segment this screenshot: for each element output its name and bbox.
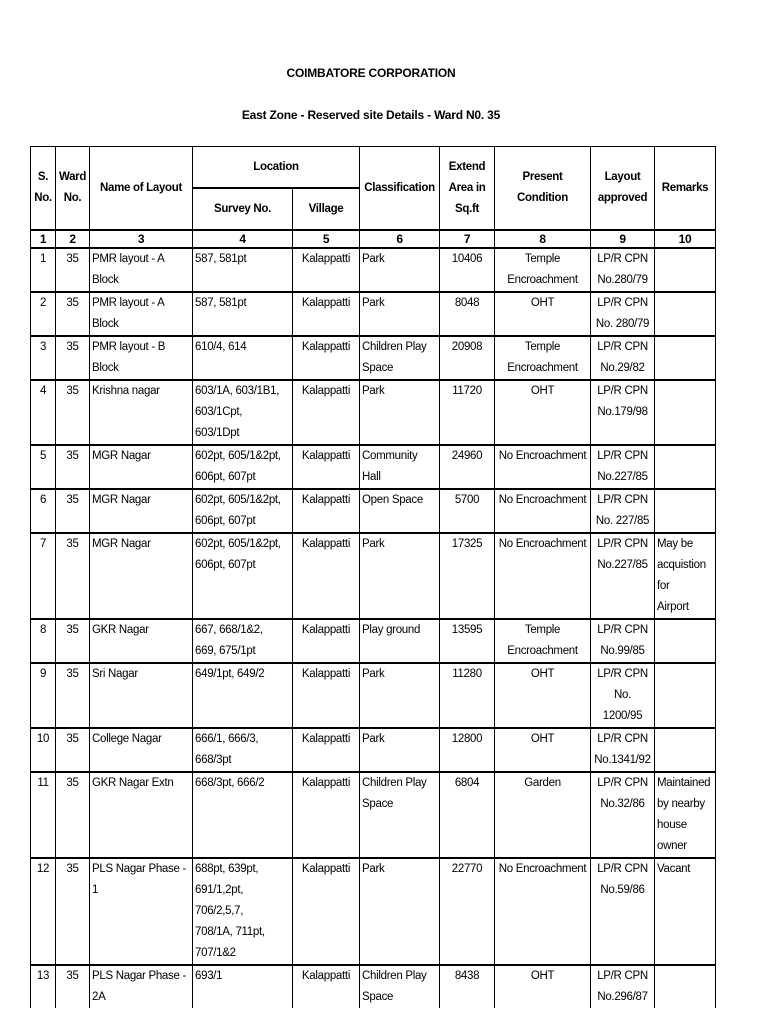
cell-survey-no	[193, 663, 293, 728]
cell-classification	[360, 489, 440, 533]
cell-line: No Encroachment	[498, 863, 587, 875]
cell-extend-area: 22770	[440, 858, 495, 965]
cell-line: 602pt, 605/1&2pt,	[195, 494, 281, 506]
cell-line: 666/1, 666/3,	[195, 733, 259, 745]
cell-ward: 35	[56, 533, 90, 619]
cell-extend-area: 20908	[440, 336, 495, 380]
cell-classification	[360, 336, 440, 380]
cell-classification	[360, 965, 440, 1008]
cell-ward: 35	[56, 380, 90, 445]
cell-extend-area: 12800	[440, 728, 495, 772]
table-row	[31, 445, 716, 489]
column-number: 3	[90, 230, 193, 248]
cell-survey-no	[193, 336, 293, 380]
cell-sno: 3	[31, 336, 56, 380]
cell-present-condition	[495, 489, 591, 533]
cell-line: 688pt, 639pt,	[195, 863, 259, 875]
cell-line: No.179/98	[597, 406, 648, 418]
cell-layout-name: PMR layout - A Block	[90, 292, 193, 336]
cell-village: Kalappatti	[293, 728, 360, 772]
cell-survey-no	[193, 619, 293, 663]
cell-village: Kalappatti	[293, 380, 360, 445]
cell-line: Temple	[524, 341, 561, 353]
cell-line: Park	[362, 253, 385, 265]
cell-classification	[360, 663, 440, 728]
cell-layout-name: PLS Nagar Phase - 2A	[90, 965, 193, 1008]
table-row	[31, 663, 716, 728]
cell-present-condition	[495, 663, 591, 728]
table-row	[31, 533, 716, 619]
cell-sno: 12	[31, 858, 56, 965]
column-number: 6	[360, 230, 440, 248]
cell-remarks	[655, 619, 716, 663]
cell-layout-name: MGR Nagar	[90, 533, 193, 619]
cell-line: No.59/86	[600, 884, 645, 896]
cell-line: Park	[362, 668, 385, 680]
cell-present-condition	[495, 380, 591, 445]
cell-village: Kalappatti	[293, 663, 360, 728]
cell-line: Maintained	[657, 777, 711, 789]
header-survey-no: Survey No.	[193, 188, 293, 230]
cell-survey-no	[193, 728, 293, 772]
cell-layout-name: MGR Nagar	[90, 445, 193, 489]
cell-ward: 35	[56, 772, 90, 858]
cell-sno: 10	[31, 728, 56, 772]
cell-layout-name: PMR layout - A Block	[90, 248, 193, 292]
header-location: Location	[193, 147, 360, 189]
cell-remarks	[655, 663, 716, 728]
cell-survey-no	[193, 489, 293, 533]
cell-line: Temple	[524, 624, 561, 636]
cell-sno: 4	[31, 380, 56, 445]
cell-line: 603/1Dpt	[195, 427, 240, 439]
cell-classification	[360, 292, 440, 336]
cell-line: No.227/85	[597, 471, 648, 483]
cell-line: LP/R CPN	[597, 970, 648, 982]
cell-layout-name: PMR layout - B Block	[90, 336, 193, 380]
table-row	[31, 380, 716, 445]
cell-line: Community Hall	[362, 450, 418, 483]
column-number: 10	[655, 230, 716, 248]
cell-sno: 6	[31, 489, 56, 533]
cell-remarks	[655, 292, 716, 336]
table-row	[31, 336, 716, 380]
cell-line: Children Play	[362, 341, 427, 353]
cell-line: LP/R CPN	[597, 341, 648, 353]
cell-line: No. 280/79	[595, 318, 650, 330]
cell-layout-approved	[591, 533, 655, 619]
cell-classification	[360, 858, 440, 965]
cell-extend-area: 13595	[440, 619, 495, 663]
cell-extend-area: 11720	[440, 380, 495, 445]
cell-line: Airport	[657, 601, 689, 613]
cell-village: Kalappatti	[293, 619, 360, 663]
cell-line: Garden	[524, 777, 561, 789]
cell-line: Encroachment	[507, 645, 578, 657]
column-number: 2	[56, 230, 90, 248]
cell-line: 667, 668/1&2,	[195, 624, 263, 636]
column-number: 1	[31, 230, 56, 248]
cell-remarks	[655, 533, 716, 619]
cell-ward: 35	[56, 619, 90, 663]
header-remarks: Remarks	[655, 147, 716, 231]
table-row	[31, 292, 716, 336]
cell-village: Kalappatti	[293, 445, 360, 489]
cell-remarks	[655, 728, 716, 772]
cell-village: Kalappatti	[293, 248, 360, 292]
header-layout-approved: Layout approved	[591, 147, 655, 231]
header-sno: S. No.	[31, 147, 56, 231]
cell-line: 606pt, 607pt	[195, 515, 256, 527]
header-layout-name: Name of Layout	[90, 147, 193, 231]
cell-layout-name: GKR Nagar	[90, 619, 193, 663]
cell-line: 669, 675/1pt	[195, 645, 256, 657]
table-body	[31, 248, 716, 1008]
cell-layout-approved	[591, 858, 655, 965]
column-number-row	[31, 230, 716, 248]
cell-line: LP/R CPN	[597, 494, 648, 506]
cell-layout-approved	[591, 380, 655, 445]
cell-layout-approved	[591, 248, 655, 292]
cell-line: No.227/85	[597, 559, 648, 571]
cell-village: Kalappatti	[293, 292, 360, 336]
cell-layout-approved	[591, 292, 655, 336]
cell-line: May be	[657, 538, 693, 550]
cell-remarks	[655, 772, 716, 858]
cell-remarks	[655, 445, 716, 489]
cell-line: No Encroachment	[498, 450, 587, 462]
header-ward: Ward No.	[56, 147, 90, 231]
cell-line: No.1341/92	[594, 754, 651, 766]
cell-sno: 9	[31, 663, 56, 728]
cell-line: No.296/87	[597, 991, 648, 1003]
cell-layout-approved	[591, 728, 655, 772]
column-number: 8	[495, 230, 591, 248]
cell-line: 668/3pt	[195, 754, 232, 766]
cell-ward: 35	[56, 445, 90, 489]
cell-village: Kalappatti	[293, 489, 360, 533]
cell-sno: 13	[31, 965, 56, 1008]
cell-line: 691/1,2pt,	[195, 884, 244, 896]
cell-ward: 35	[56, 728, 90, 772]
cell-ward: 35	[56, 292, 90, 336]
cell-line: LP/R CPN	[597, 253, 648, 265]
cell-line: No. 1200/95	[602, 689, 643, 722]
cell-line: Encroachment	[507, 362, 578, 374]
cell-line: LP/R CPN	[597, 863, 648, 875]
header-classification: Classification	[360, 147, 440, 231]
cell-present-condition	[495, 533, 591, 619]
column-number: 5	[293, 230, 360, 248]
cell-line: 706/2,5,7,	[195, 905, 244, 917]
cell-line: Park	[362, 863, 385, 875]
table-row	[31, 772, 716, 858]
cell-sno: 8	[31, 619, 56, 663]
cell-line: house owner	[657, 819, 687, 852]
cell-remarks	[655, 248, 716, 292]
cell-village: Kalappatti	[293, 533, 360, 619]
cell-line: 606pt, 607pt	[195, 471, 256, 483]
cell-line: Space	[362, 991, 394, 1003]
cell-layout-approved	[591, 965, 655, 1008]
cell-line: 603/1A, 603/1B1,	[195, 385, 280, 397]
cell-classification	[360, 380, 440, 445]
cell-survey-no	[193, 858, 293, 965]
cell-survey-no	[193, 380, 293, 445]
table-row	[31, 619, 716, 663]
table-row	[31, 248, 716, 292]
cell-extend-area: 10406	[440, 248, 495, 292]
cell-extend-area: 5700	[440, 489, 495, 533]
cell-extend-area: 6804	[440, 772, 495, 858]
cell-present-condition	[495, 248, 591, 292]
page-title: COIMBATORE CORPORATION	[286, 66, 456, 80]
cell-classification	[360, 533, 440, 619]
cell-line: 587, 581pt	[195, 253, 247, 265]
cell-layout-name: Sri Nagar	[90, 663, 193, 728]
cell-line: 668/3pt, 666/2	[195, 777, 265, 789]
cell-present-condition	[495, 965, 591, 1008]
cell-remarks	[655, 489, 716, 533]
cell-line: 693/1	[195, 970, 223, 982]
cell-line: acquistion for	[657, 559, 706, 592]
reserved-sites-table	[30, 146, 716, 1008]
cell-layout-approved	[591, 445, 655, 489]
cell-line: 602pt, 605/1&2pt,	[195, 450, 281, 462]
cell-present-condition	[495, 728, 591, 772]
cell-line: Temple	[524, 253, 561, 265]
page-subtitle: East Zone - Reserved site Details - Ward N0. 35	[241, 108, 501, 122]
header-extend: Extend Area in Sq.ft	[440, 147, 495, 231]
cell-line: 603/1Cpt,	[195, 406, 243, 418]
cell-layout-name: Krishna nagar	[90, 380, 193, 445]
cell-ward: 35	[56, 336, 90, 380]
cell-present-condition	[495, 858, 591, 965]
cell-extend-area: 11280	[440, 663, 495, 728]
table-row	[31, 728, 716, 772]
cell-present-condition	[495, 445, 591, 489]
table-row	[31, 965, 716, 1008]
cell-layout-name: College Nagar	[90, 728, 193, 772]
cell-line: Park	[362, 297, 385, 309]
cell-line: 606pt, 607pt	[195, 559, 256, 571]
cell-line: LP/R CPN	[597, 733, 648, 745]
cell-village: Kalappatti	[293, 858, 360, 965]
cell-ward: 35	[56, 965, 90, 1008]
cell-present-condition	[495, 772, 591, 858]
cell-ward: 35	[56, 858, 90, 965]
cell-line: LP/R CPN	[597, 624, 648, 636]
cell-present-condition	[495, 292, 591, 336]
cell-line: No.29/82	[600, 362, 645, 374]
column-number: 7	[440, 230, 495, 248]
column-number: 4	[193, 230, 293, 248]
cell-classification	[360, 772, 440, 858]
cell-present-condition	[495, 336, 591, 380]
cell-line: LP/R CPN	[597, 538, 648, 550]
cell-classification	[360, 619, 440, 663]
cell-extend-area: 8048	[440, 292, 495, 336]
cell-layout-approved	[591, 772, 655, 858]
table-row	[31, 489, 716, 533]
table-header	[31, 147, 716, 249]
cell-layout-approved	[591, 336, 655, 380]
cell-line: OHT	[530, 970, 555, 982]
cell-line: Space	[362, 798, 394, 810]
cell-line: Park	[362, 733, 385, 745]
cell-line: Park	[362, 385, 385, 397]
cell-line: LP/R CPN	[597, 450, 648, 462]
cell-line: LP/R CPN	[597, 668, 648, 680]
cell-line: 602pt, 605/1&2pt,	[195, 538, 281, 550]
cell-line: LP/R CPN	[597, 385, 648, 397]
cell-village: Kalappatti	[293, 336, 360, 380]
cell-line: OHT	[530, 385, 555, 397]
cell-survey-no	[193, 292, 293, 336]
cell-village: Kalappatti	[293, 772, 360, 858]
cell-line: LP/R CPN	[597, 777, 648, 789]
cell-ward: 35	[56, 248, 90, 292]
cell-line: Park	[362, 538, 385, 550]
cell-remarks	[655, 336, 716, 380]
cell-remarks	[655, 965, 716, 1008]
cell-extend-area: 8438	[440, 965, 495, 1008]
cell-sno: 7	[31, 533, 56, 619]
cell-sno: 1	[31, 248, 56, 292]
column-number: 9	[591, 230, 655, 248]
cell-line: No.280/79	[597, 274, 648, 286]
cell-line: Play ground	[362, 624, 421, 636]
cell-line: Vacant	[657, 863, 691, 875]
cell-sno: 5	[31, 445, 56, 489]
cell-line: No Encroachment	[498, 494, 587, 506]
cell-remarks	[655, 858, 716, 965]
cell-layout-name: PLS Nagar Phase - 1	[90, 858, 193, 965]
cell-survey-no	[193, 248, 293, 292]
cell-line: LP/R CPN	[597, 297, 648, 309]
cell-ward: 35	[56, 663, 90, 728]
cell-survey-no	[193, 772, 293, 858]
cell-extend-area: 17325	[440, 533, 495, 619]
cell-line: No. 227/85	[595, 515, 650, 527]
cell-layout-approved	[591, 619, 655, 663]
cell-survey-no	[193, 445, 293, 489]
cell-layout-approved	[591, 489, 655, 533]
cell-remarks	[655, 380, 716, 445]
cell-line: Encroachment	[507, 274, 578, 286]
cell-line: Space	[362, 362, 394, 374]
cell-layout-name: GKR Nagar Extn	[90, 772, 193, 858]
cell-line: No Encroachment	[498, 538, 587, 550]
cell-line: OHT	[530, 297, 555, 309]
cell-layout-name: MGR Nagar	[90, 489, 193, 533]
cell-line: OHT	[530, 733, 555, 745]
cell-sno: 11	[31, 772, 56, 858]
table-row	[31, 858, 716, 965]
cell-classification	[360, 728, 440, 772]
cell-ward: 35	[56, 489, 90, 533]
cell-survey-no	[193, 965, 293, 1008]
cell-line: No.99/85	[600, 645, 645, 657]
cell-line: 610/4, 614	[195, 341, 247, 353]
cell-line: No.32/86	[600, 798, 645, 810]
cell-layout-approved	[591, 663, 655, 728]
cell-line: 649/1pt, 649/2	[195, 668, 265, 680]
cell-line: 708/1A, 711pt,	[195, 926, 265, 938]
cell-line: OHT	[530, 668, 555, 680]
cell-classification	[360, 248, 440, 292]
cell-line: Children Play	[362, 777, 427, 789]
cell-extend-area: 24960	[440, 445, 495, 489]
cell-line: Open Space	[362, 494, 423, 506]
cell-sno: 2	[31, 292, 56, 336]
header-present-condition: Present Condition	[495, 147, 591, 231]
cell-line: 587, 581pt	[195, 297, 247, 309]
cell-line: Children Play	[362, 970, 427, 982]
cell-present-condition	[495, 619, 591, 663]
cell-line: 707/1&2	[195, 947, 236, 959]
cell-survey-no	[193, 533, 293, 619]
header-village: Village	[293, 188, 360, 230]
cell-village: Kalappatti	[293, 965, 360, 1008]
cell-line: by nearby	[657, 798, 705, 810]
cell-classification	[360, 445, 440, 489]
